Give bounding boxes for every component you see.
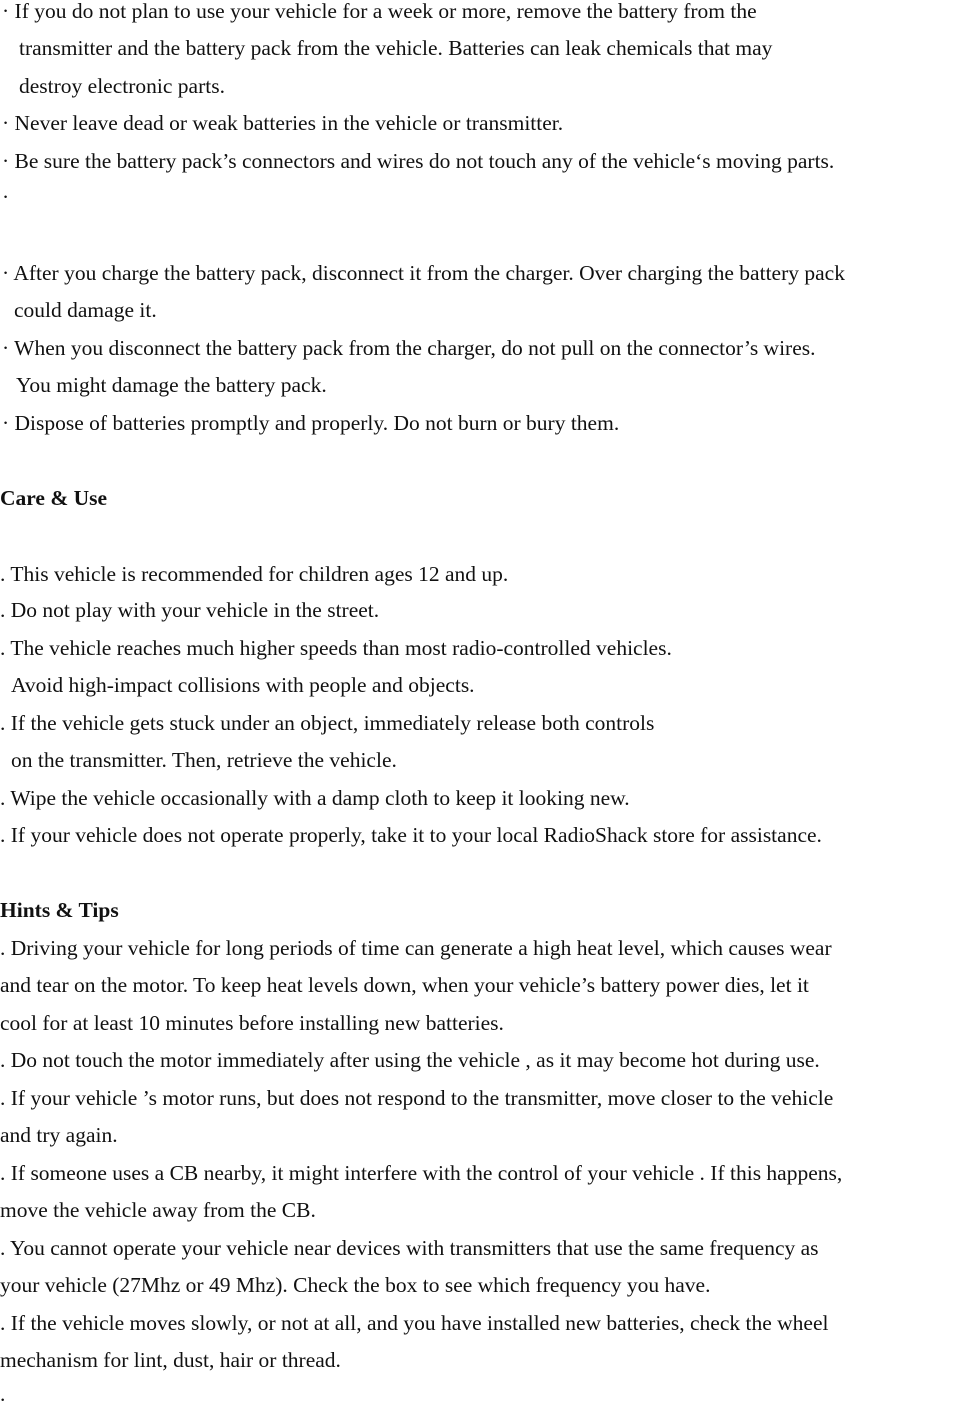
- battery-note-line: You might damage the battery pack.: [16, 373, 327, 397]
- hints-tips-line: cool for at least 10 minutes before installing new batteries.: [0, 1011, 504, 1035]
- care-use-line: . If the vehicle gets stuck under an object, immediately release both controls: [0, 711, 655, 735]
- hints-tips-line: . Driving your vehicle for long periods of time can generate a high heat level, which causes wear: [0, 936, 832, 960]
- hints-tips-line: . Do not touch the motor immediately after using the vehicle , as it may become hot during use.: [0, 1048, 820, 1072]
- care-use-line: . Do not play with your vehicle in the street.: [0, 598, 380, 622]
- hints-tips-line: . You cannot operate your vehicle near devices with transmitters that use the same frequency as: [0, 1236, 819, 1260]
- battery-note-line: destroy electronic parts.: [19, 74, 225, 98]
- hints-tips-line: mechanism for lint, dust, hair or thread.: [0, 1348, 341, 1372]
- battery-note-line: · Dispose of batteries promptly and properly. Do not burn or bury them.: [2, 411, 620, 435]
- hints-tips-line: . If your vehicle ’s motor runs, but does not respond to the transmitter, move closer to the vehicle: [0, 1086, 834, 1110]
- hints-tips-line: and tear on the motor. To keep heat levels down, when your vehicle’s battery power dies, let it: [0, 973, 809, 997]
- hints-tips-line: .: [0, 1382, 6, 1406]
- battery-note-line: ·: [2, 185, 10, 209]
- hints-tips-line: and try again.: [0, 1123, 118, 1147]
- care-use-line: . Wipe the vehicle occasionally with a damp cloth to keep it looking new.: [0, 786, 630, 810]
- battery-note-line: · When you disconnect the battery pack from the charger, do not pull on the connector’s wires.: [2, 336, 816, 360]
- hints-tips-line: your vehicle (27Mhz or 49 Mhz). Check the box to see which frequency you have.: [0, 1273, 711, 1297]
- battery-note-line: · Never leave dead or weak batteries in the vehicle or transmitter.: [2, 111, 564, 135]
- care-use-line: . If your vehicle does not operate properly, take it to your local RadioShack store for assistance.: [0, 823, 822, 847]
- hints-tips-heading: Hints & Tips: [0, 898, 119, 922]
- hints-tips-line: . If someone uses a CB nearby, it might interfere with the control of your vehicle . If this happens,: [0, 1161, 843, 1185]
- battery-note-line: could damage it.: [14, 298, 157, 322]
- care-use-line: . The vehicle reaches much higher speeds than most radio-controlled vehicles.: [0, 636, 672, 660]
- battery-note-line: · If you do not plan to use your vehicle for a week or more, remove the battery from the: [2, 0, 757, 23]
- hints-tips-line: . If the vehicle moves slowly, or not at all, and you have installed new batteries, check the wheel: [0, 1311, 829, 1335]
- care-use-line: Avoid high-impact collisions with people and objects.: [11, 673, 475, 697]
- battery-note-line: · After you charge the battery pack, disconnect it from the charger. Over charging the battery pack: [2, 261, 845, 285]
- care-use-heading: Care & Use: [0, 486, 108, 510]
- hints-tips-line: move the vehicle away from the CB.: [0, 1198, 316, 1222]
- care-use-line: on the transmitter. Then, retrieve the vehicle.: [11, 748, 397, 772]
- care-use-line: . This vehicle is recommended for children ages 12 and up.: [0, 562, 509, 586]
- battery-note-line: transmitter and the battery pack from the vehicle. Batteries can leak chemicals that may: [19, 36, 773, 60]
- battery-note-line: · Be sure the battery pack’s connectors and wires do not touch any of the vehicle‘s moving parts.: [2, 149, 835, 173]
